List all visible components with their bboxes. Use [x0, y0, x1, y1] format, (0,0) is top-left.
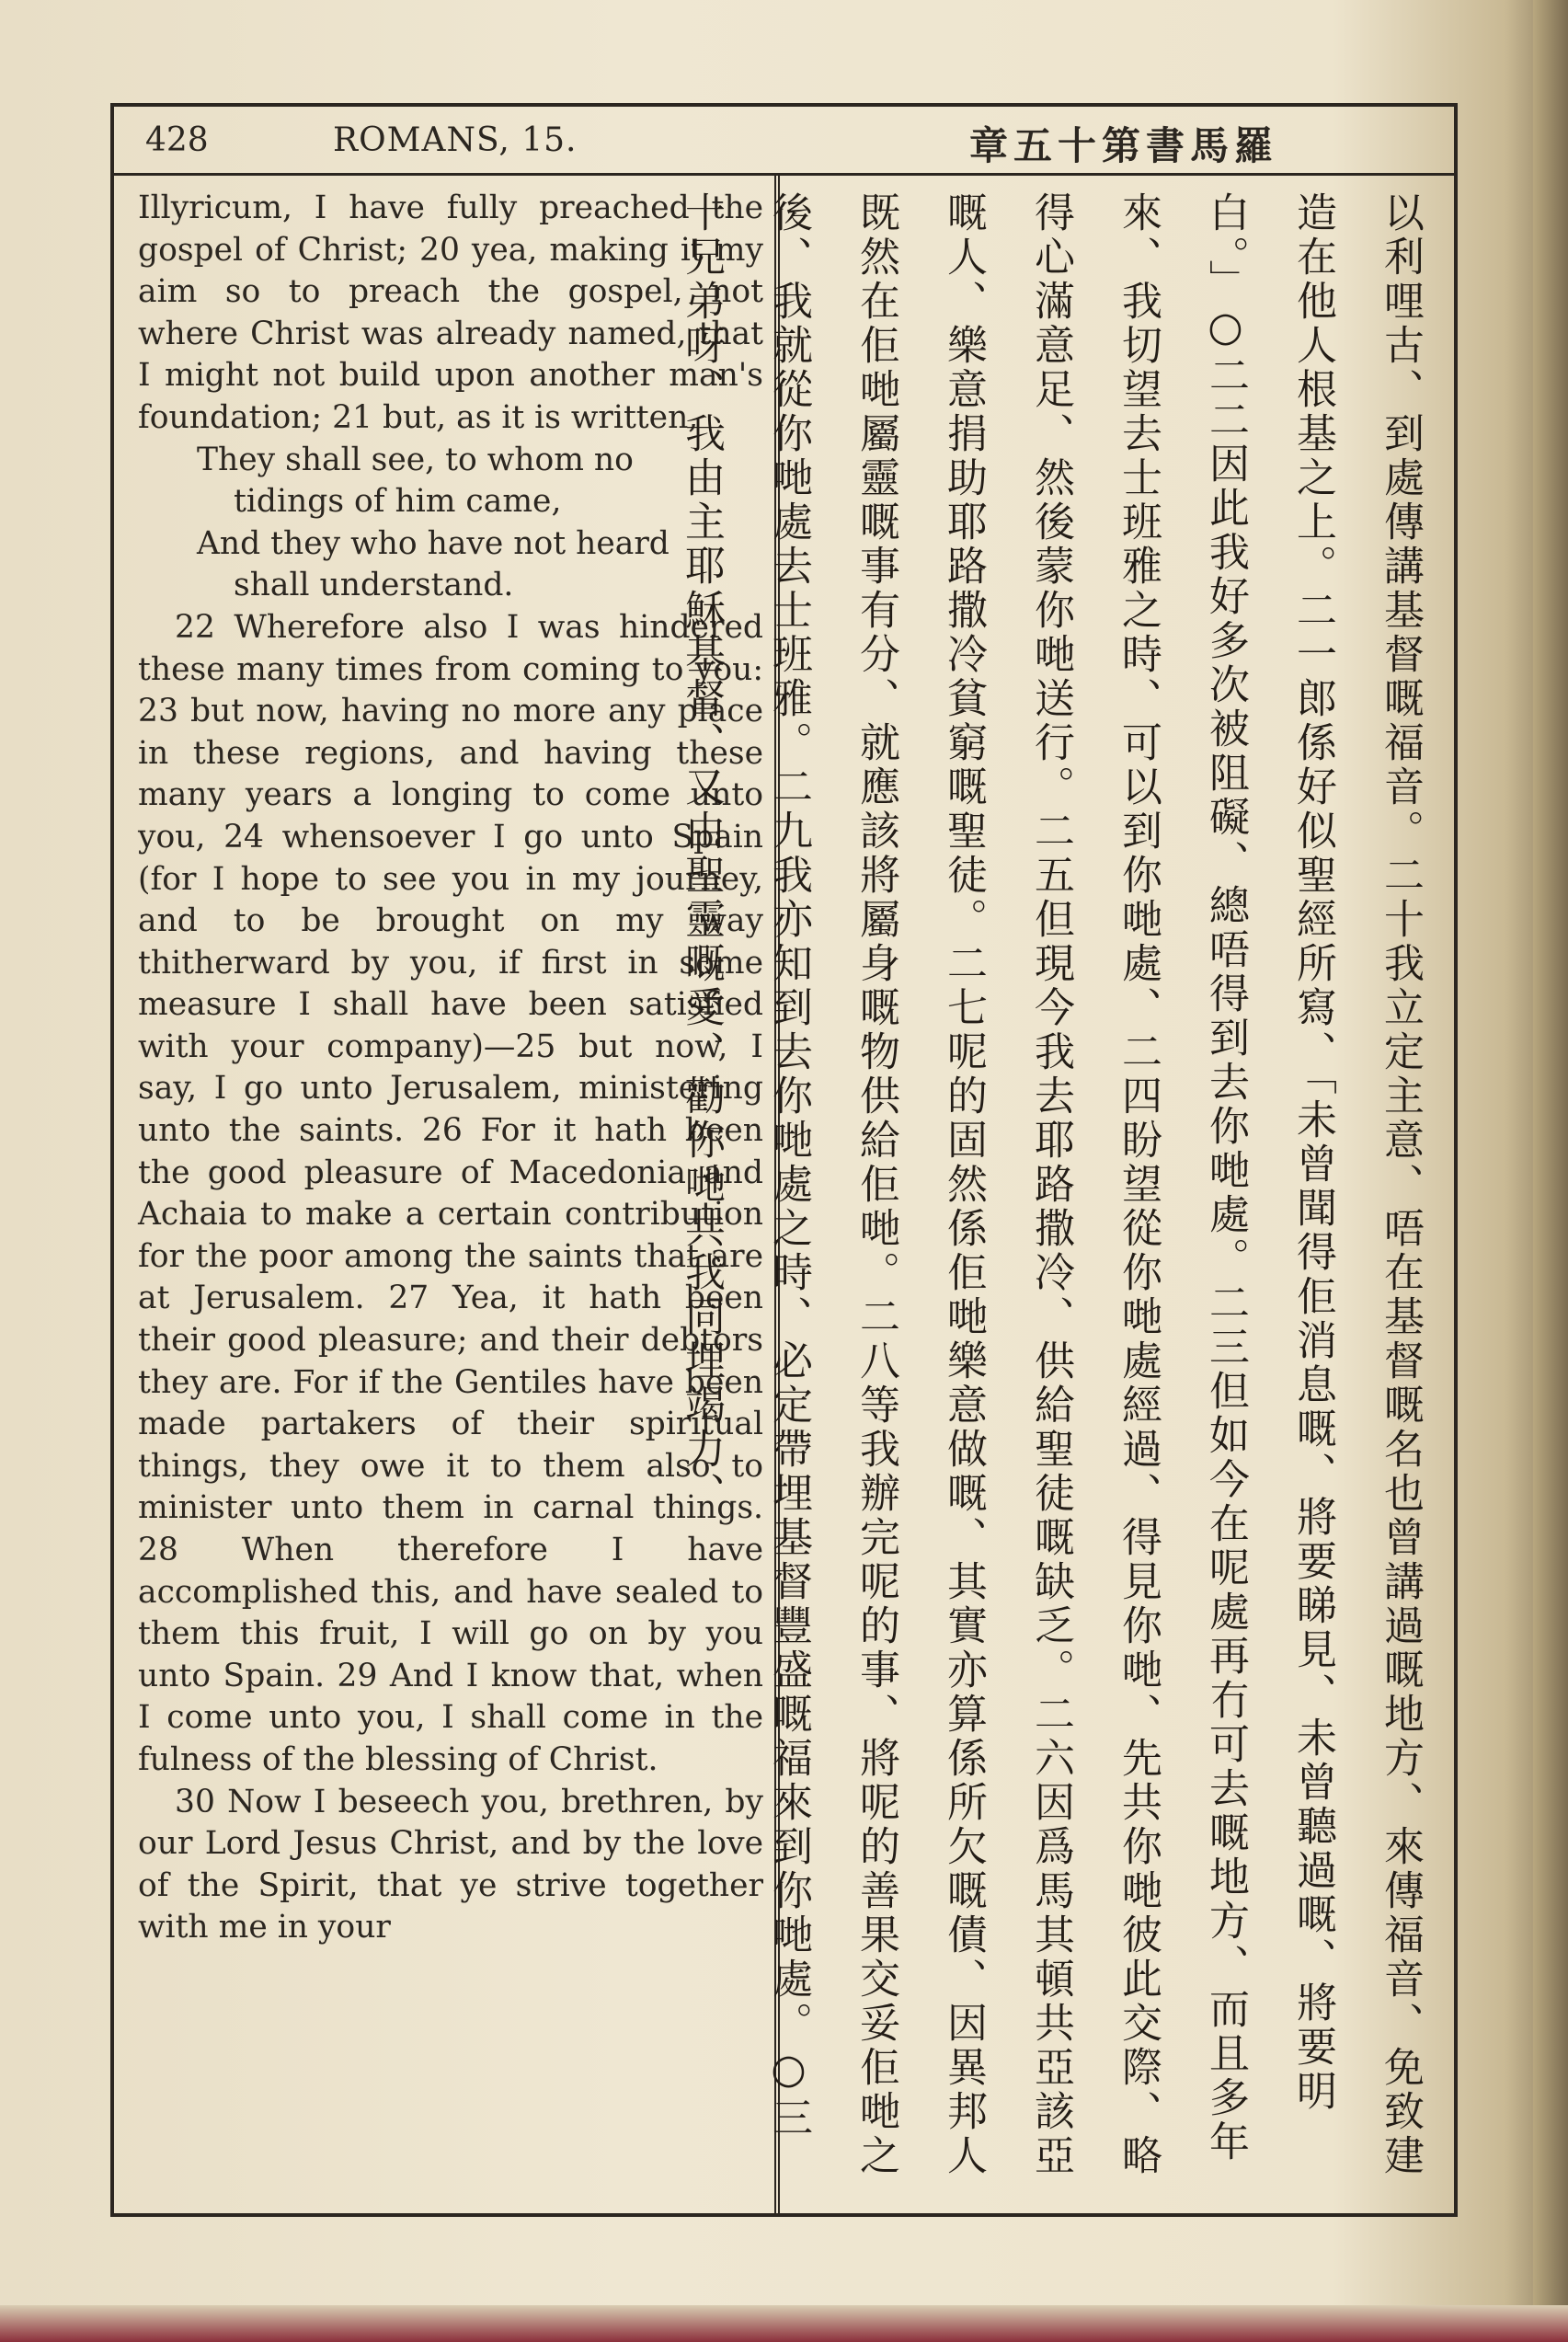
- text-frame: [110, 103, 1458, 2217]
- english-paragraph-1: Illyricum, I have fully preached the gospel of Christ; 20 yea, making it my aim so to preach the gospel, not where Christ was already named, that I might not build upon another man's foundation; 21 but, as it is written,: [138, 189, 763, 436]
- poem-line-1: They shall see, to whom no: [197, 441, 634, 478]
- chinese-title: 章五十第書馬羅: [969, 123, 1279, 168]
- page-bottom-edge: [0, 2305, 1568, 2342]
- book-spine: [1533, 0, 1568, 2342]
- book-title: ROMANS, 15.: [333, 121, 578, 159]
- page-number: 428: [145, 121, 209, 159]
- english-paragraph-2: 22 Wherefore also I was hindered these many times from coming to you: 23 but now, having no more any place in these regions, and having these many years a longing to come unto you, 24 whensoever I go unto Spain (for I hope to see you in my journey, and to be brought on my way thitherward by you, if first in some measure I shall have been satisfied with your company)—25 but now, I say, I go unto Jerusalem, ministering unto the saints. 26 For it hath been the good pleasure of Macedonia and Achaia to make a certain contribution for the poor among the saints that are at Jerusalem. 27 Yea, it hath been their good pleasure; and their debtors they are. For if the Gentiles have been made partakers of their spiritual things, they owe it to them also to minister unto them in carnal things. 28 When therefore I have accomplished this, and have sealed to them this fruit, I will go on by you unto Spain. 29 And I know that, when I come unto you, I shall come in the fulness of the blessing of Christ.: [138, 608, 763, 1778]
- poem-line-2: tidings of him came,: [234, 483, 562, 521]
- english-paragraph-3: 30 Now I beseech you, brethren, by our Lord Jesus Christ, and by the love of the Spirit, that ye strive together with me in your: [138, 1783, 763, 1946]
- chinese-column: 以利哩古、到處傳講基督嘅福音。二十我立定主意、唔在基督嘅名也曾講過嘅地方、來傳福音、免致建造在他人根基之上。二一郎係好似聖經所寫、「未曾聞得佢消息嘅、將要睇見、未曾聽過嘅、將要明白。」○二二因此我好多次被阻礙、總唔得到去你哋處。二三但如今在呢處再冇可去嘅地方、而且多年來、我切望去士班雅之時、可以到你哋處、二四盼望從你哋處經過、得見你哋、先共你哋彼此交際、略得心滿意足、然後蒙你哋送行。二五但現今我去耶路撒冷、供給聖徒嘅缺乏。二六因爲馬其頓共亞該亞嘅人、樂意捐助耶路撒冷貧窮嘅聖徒。二七呢的固然係佢哋樂意做嘅、其實亦算係所欠嘅債、因異邦人既然在佢哋屬靈嘅事有分、就應該將屬身嘅物供給佢哋。二八等我辦完呢的事、將呢的善果交妥佢哋之後、我就從你哋處去士班雅。二九我亦知到去你哋處之時、必定帶埋基督豐盛嘅福來到你哋處。○三十兄弟呀、我由主耶穌基督、又由聖靈嘅愛、勸你哋共我同埋竭力、: [678, 191, 1424, 2178]
- running-header: [114, 107, 1454, 176]
- poem-line-4: shall understand.: [234, 567, 514, 604]
- poem-line-3: And they who have not heard: [197, 524, 670, 562]
